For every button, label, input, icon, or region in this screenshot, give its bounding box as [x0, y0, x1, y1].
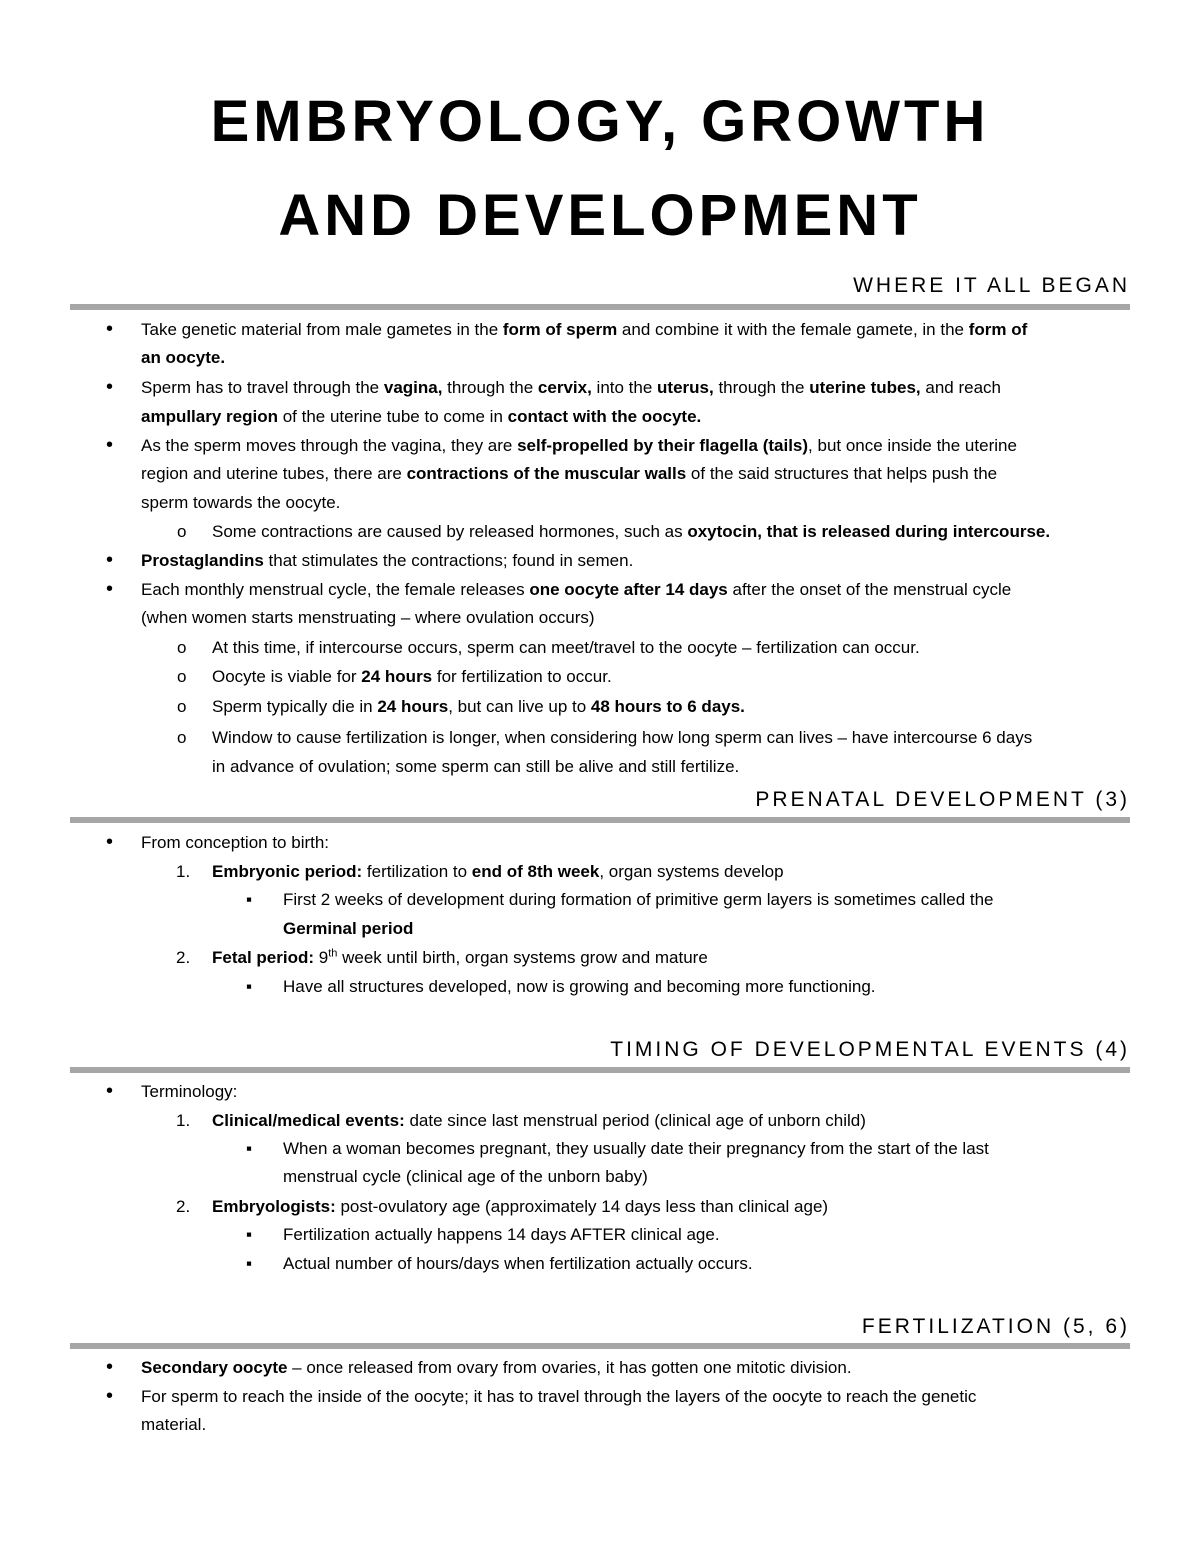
bold-text: Clinical/medical events:: [212, 1111, 405, 1130]
section-heading-prenatal-development: PRENATAL DEVELOPMENT (3): [755, 788, 1130, 811]
list-item-line: From conception to birth:: [141, 833, 330, 852]
section-rule: [70, 817, 1130, 823]
bold-text: one oocyte after 14 days: [529, 580, 728, 599]
list-item-line: Embryologists: post-ovulatory age (approximately 14 days less than clinical age): [212, 1197, 829, 1216]
list-item-line: Secondary oocyte – once released from ovary from ovaries, it has gotten one mitotic division.: [141, 1358, 852, 1377]
list-item-line: Sperm has to travel through the vagina, through the cervix, into the uterus, through the uterine tubes, and reach: [141, 378, 1001, 397]
bold-text: Embryologists:: [212, 1197, 336, 1216]
bullet-marker: •: [106, 549, 114, 571]
bold-text: Secondary oocyte: [141, 1358, 288, 1377]
bullet-marker: •: [106, 831, 114, 853]
list-item-line: Take genetic material from male gametes in the form of sperm and combine it with the female gamete, in the form of: [141, 320, 1028, 339]
square-bullet-marker: ▪: [246, 977, 253, 996]
sub-bullet-marker: o: [177, 697, 187, 716]
list-item-line: (when women starts menstruating – where ovulation occurs): [141, 608, 595, 627]
section-heading-timing-of-developmental-events: TIMING OF DEVELOPMENTAL EVENTS (4): [610, 1038, 1130, 1061]
list-item-line: Each monthly menstrual cycle, the female releases one oocyte after 14 days after the onset of the menstrual cycle: [141, 580, 1012, 599]
list-item-line: Have all structures developed, now is growing and becoming more functioning.: [283, 977, 876, 996]
bold-text: Germinal period: [283, 919, 414, 938]
bold-text: 24 hours: [377, 697, 449, 716]
bold-text: 24 hours: [361, 667, 433, 686]
bold-text: end of 8th week: [471, 862, 600, 881]
document-title-line-1: EMBRYOLOGY, GROWTH: [210, 89, 990, 154]
bold-text: Prostaglandins: [141, 551, 264, 570]
list-item-line: in advance of ovulation; some sperm can still be alive and still fertilize.: [212, 757, 740, 776]
bold-text: Embryonic period:: [212, 862, 363, 881]
list-item-line: material.: [141, 1415, 207, 1434]
bullet-marker: •: [106, 376, 114, 398]
bold-text: contact with the oocyte.: [507, 407, 702, 426]
square-bullet-marker: ▪: [246, 1225, 253, 1244]
list-item-line: First 2 weeks of development during formation of primitive germ layers is sometimes called the: [283, 890, 994, 909]
bullet-marker: •: [106, 1356, 114, 1378]
bold-text: self-propelled by their flagella (tails): [517, 436, 809, 455]
list-item-line: Some contractions are caused by released hormones, such as oxytocin, that is released during intercourse.: [212, 522, 1051, 541]
sub-bullet-marker: o: [177, 522, 187, 541]
bold-text: Fetal period:: [212, 948, 315, 967]
list-item-line: Actual number of hours/days when fertilization actually occurs.: [283, 1254, 753, 1273]
bold-text: form of: [968, 320, 1028, 339]
number-marker: 1.: [176, 1111, 191, 1130]
document-title-line-2: AND DEVELOPMENT: [278, 183, 922, 248]
list-item-line: Oocyte is viable for 24 hours for fertilization to occur.: [212, 667, 612, 686]
list-item-line: Embryonic period: fertilization to end of 8th week, organ systems develop: [212, 862, 784, 881]
list-item-line: Window to cause fertilization is longer, when considering how long sperm can lives – have intercourse 6 days: [212, 728, 1033, 747]
square-bullet-marker: ▪: [246, 1254, 253, 1273]
bold-text: an oocyte.: [141, 348, 226, 367]
list-item-line: Fetal period: 9th week until birth, organ systems grow and mature: [212, 947, 708, 967]
list-item-line: Prostaglandins that stimulates the contractions; found in semen.: [141, 551, 634, 570]
number-marker: 1.: [176, 862, 191, 881]
list-item-line: As the sperm moves through the vagina, they are self-propelled by their flagella (tails), but once inside the uterine: [141, 436, 1017, 455]
list-item-line: region and uterine tubes, there are contractions of the muscular walls of the said structures that helps push the: [141, 464, 998, 483]
number-marker: 2.: [176, 948, 191, 967]
list-item-line: For sperm to reach the inside of the oocyte; it has to travel through the layers of the oocyte to reach the genetic: [141, 1387, 977, 1406]
list-item-line: ampullary region of the uterine tube to come in contact with the oocyte.: [141, 407, 702, 426]
superscript-text: th: [328, 947, 338, 960]
bold-text: ampullary region: [141, 407, 278, 426]
bold-text: uterus,: [657, 378, 714, 397]
square-bullet-marker: ▪: [246, 890, 253, 909]
bold-text: vagina,: [383, 378, 443, 397]
section-heading-where-it-all-began: WHERE IT ALL BEGAN: [853, 274, 1130, 297]
list-item-line: When a woman becomes pregnant, they usually date their pregnancy from the start of the last: [283, 1139, 989, 1158]
bold-text: cervix,: [537, 378, 592, 397]
sub-bullet-marker: o: [177, 728, 187, 747]
list-item-line: menstrual cycle (clinical age of the unborn baby): [283, 1167, 648, 1186]
bullet-marker: •: [106, 434, 114, 456]
bullet-marker: •: [106, 1080, 114, 1102]
bold-text: form of sperm: [502, 320, 618, 339]
section-rule: [70, 304, 1130, 310]
list-item-line: Terminology:: [141, 1082, 238, 1101]
list-item-line: sperm towards the oocyte.: [141, 493, 341, 512]
sub-bullet-marker: o: [177, 638, 187, 657]
bold-text: uterine tubes,: [809, 378, 921, 397]
bold-text: contractions of the muscular walls: [406, 464, 687, 483]
bullet-marker: •: [106, 1385, 114, 1407]
section-rule: [70, 1067, 1130, 1073]
bullet-marker: •: [106, 318, 114, 340]
sub-bullet-marker: o: [177, 667, 187, 686]
bold-text: oxytocin, that is released during intercourse.: [687, 522, 1051, 541]
list-item-line: Clinical/medical events: date since last menstrual period (clinical age of unborn child): [212, 1111, 866, 1130]
number-marker: 2.: [176, 1197, 191, 1216]
square-bullet-marker: ▪: [246, 1139, 253, 1158]
list-item-line: Sperm typically die in 24 hours, but can live up to 48 hours to 6 days.: [212, 697, 745, 716]
bullet-marker: •: [106, 578, 114, 600]
bold-text: 48 hours to 6 days.: [590, 697, 745, 716]
list-item-line: Fertilization actually happens 14 days AFTER clinical age.: [283, 1225, 720, 1244]
list-item-line: [141, 347, 225, 369]
section-rule: [70, 1343, 1130, 1349]
list-item-line: At this time, if intercourse occurs, sperm can meet/travel to the oocyte – fertilization can occur.: [212, 638, 920, 657]
list-item-line: [283, 918, 413, 940]
section-heading-fertilization: FERTILIZATION (5, 6): [861, 1315, 1130, 1338]
